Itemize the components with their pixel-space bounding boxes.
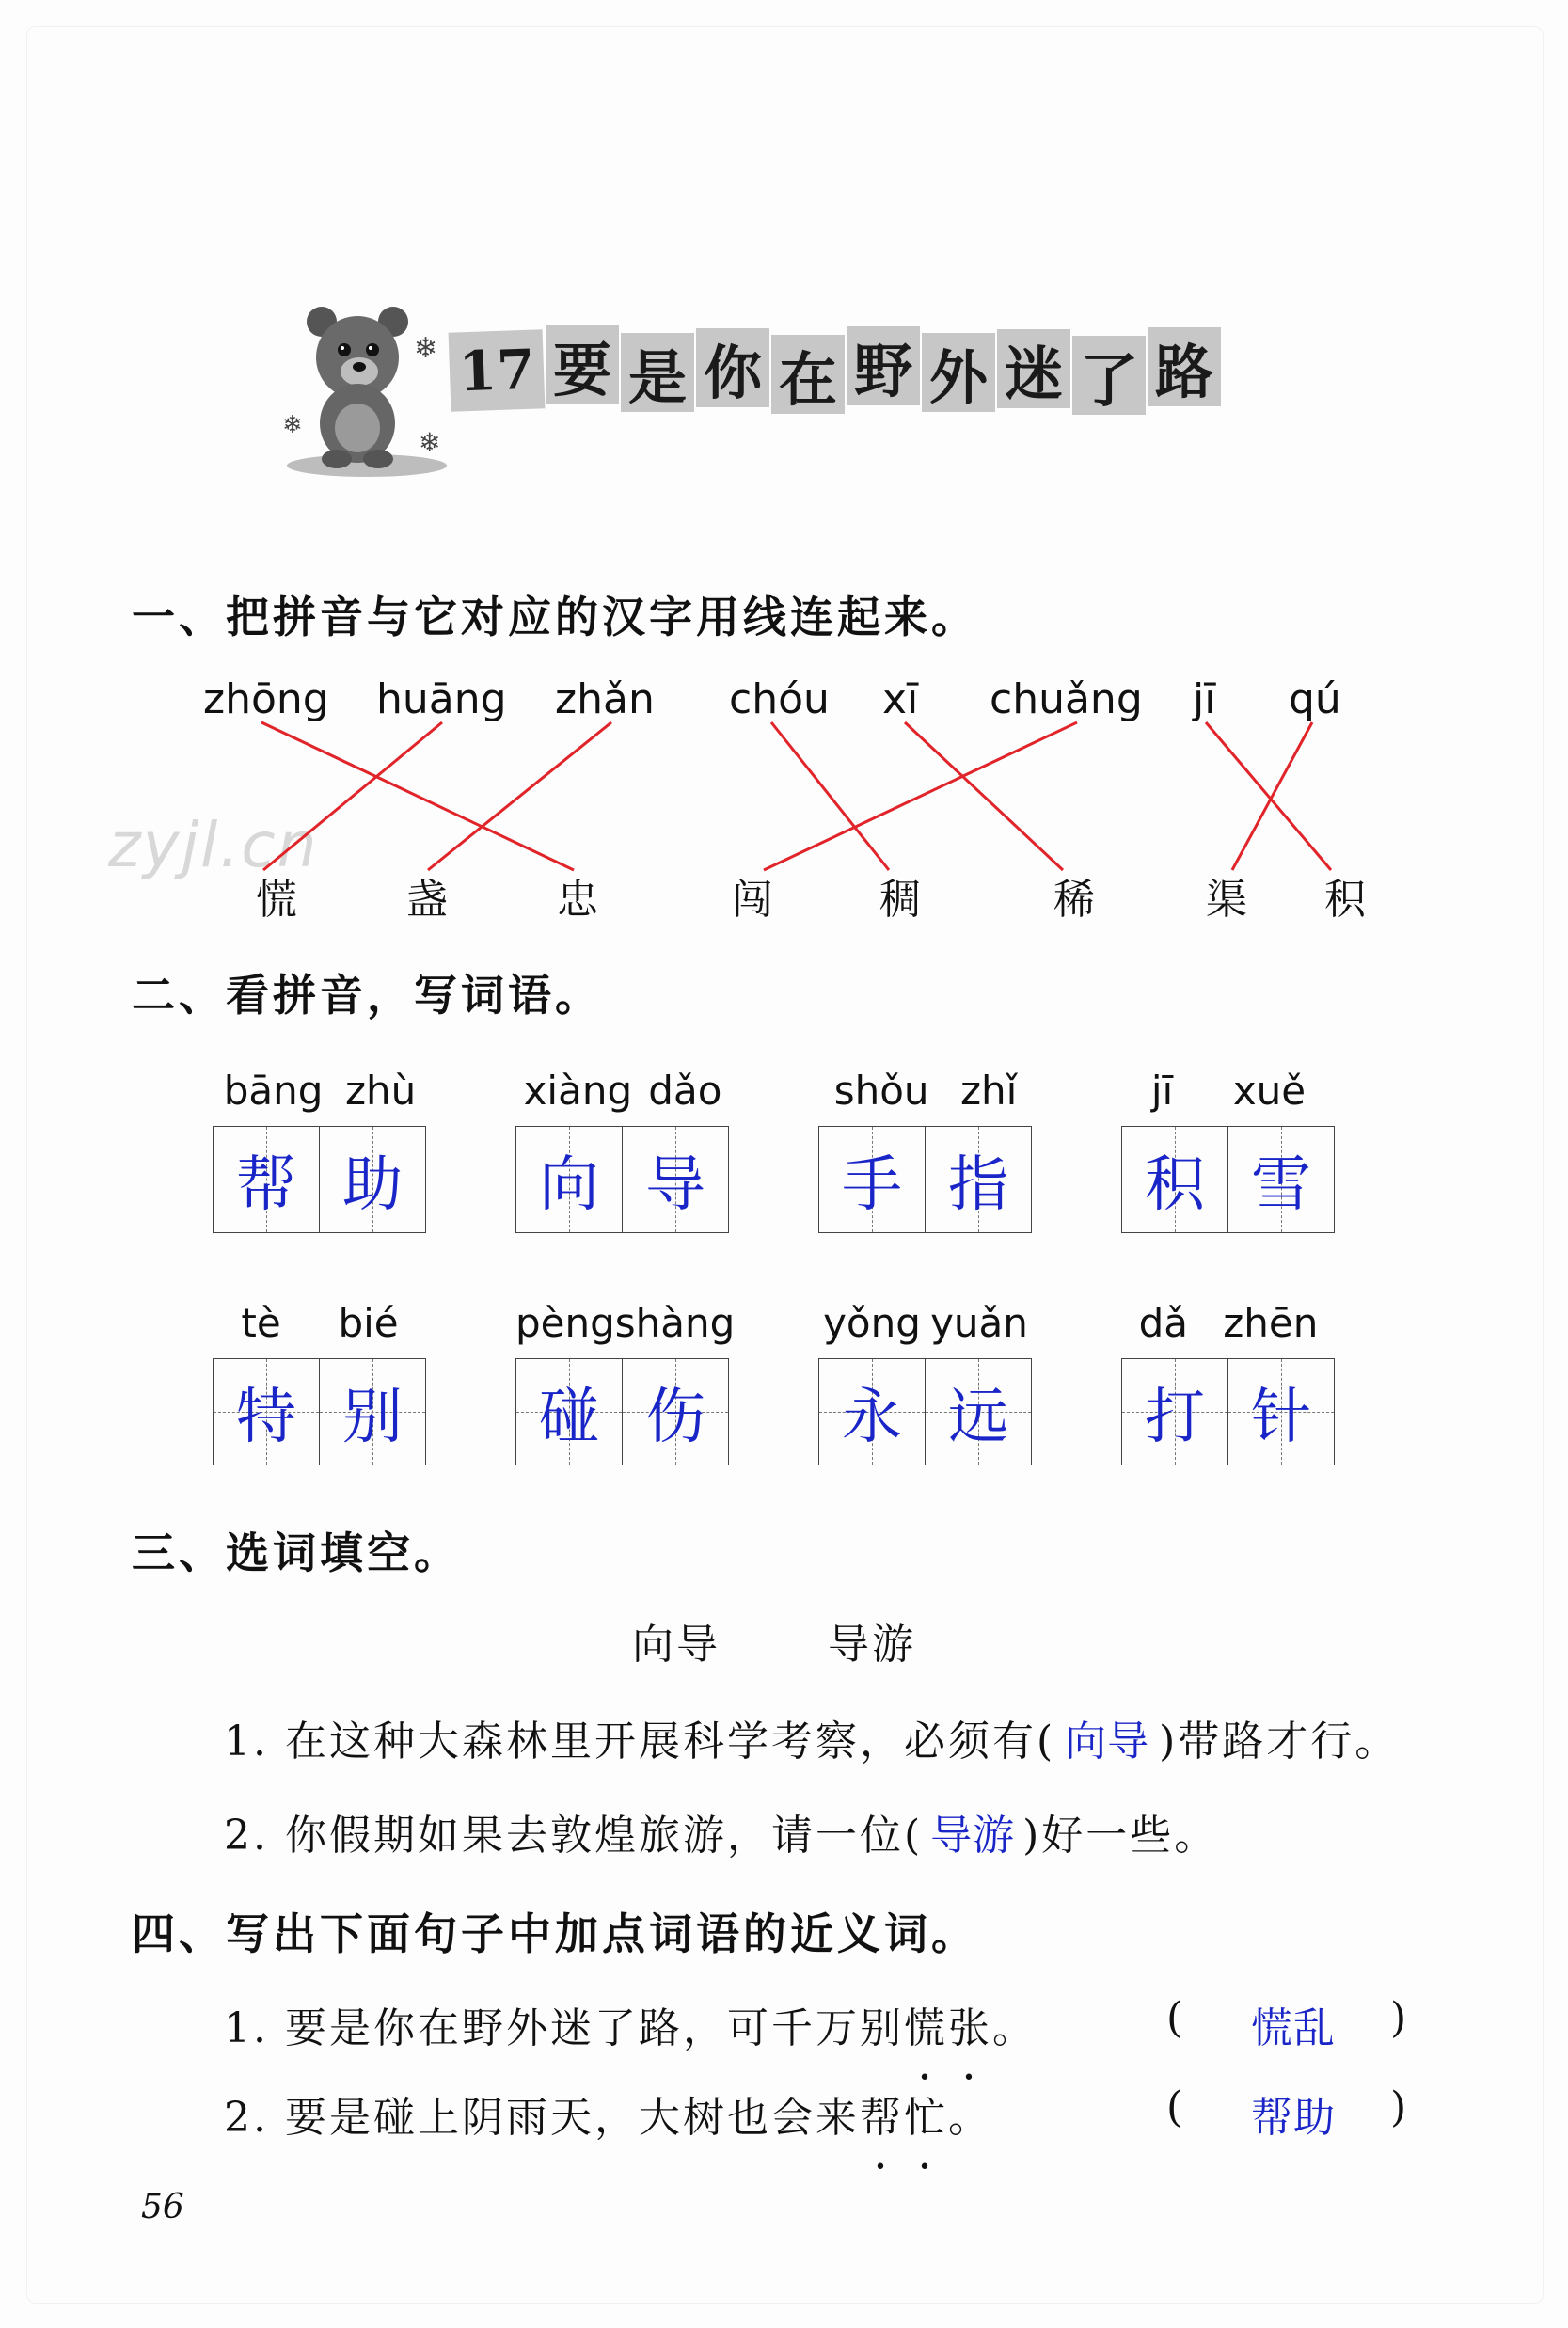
fill-answer[interactable]: 导游 [930, 1812, 1016, 1860]
title-char: 在 [771, 335, 845, 414]
grid-pinyin: pèng [515, 1300, 615, 1346]
answer-cell[interactable]: 永 [818, 1358, 926, 1465]
answer-cell[interactable]: 别 [319, 1358, 426, 1465]
pinyin-item: chuǎng [990, 675, 1143, 723]
pinyin-item: jī [1193, 675, 1216, 723]
grid-pinyin: xuě [1232, 1068, 1307, 1114]
grid-pinyin: zhēn [1223, 1300, 1319, 1346]
grid-pinyin: shǒu [833, 1068, 929, 1114]
hanzi-item: 渠 [1206, 876, 1247, 924]
hanzi-item: 稠 [879, 876, 921, 924]
answer-cell[interactable]: 碰 [515, 1358, 623, 1465]
grid-pinyin: zhù [344, 1068, 417, 1114]
answer-cell[interactable]: 针 [1227, 1358, 1335, 1465]
synonym-sentence-1: 1. 要是你在野外迷了路，可千万别慌张。 [224, 1994, 1037, 2054]
svg-text:❄: ❄ [419, 427, 441, 458]
answer-cell[interactable]: 积 [1121, 1126, 1228, 1233]
hanzi-item: 忠 [557, 876, 598, 924]
answer-cell[interactable]: 导 [622, 1126, 729, 1233]
grid-pinyin: zhǐ [959, 1068, 1018, 1114]
title-char: 是 [621, 333, 694, 412]
section4-heading: 四、写出下面句子中加点词语的近义词。 [132, 1908, 978, 1959]
title-char: 迷 [997, 329, 1070, 408]
grid-pinyin: bié [338, 1300, 399, 1346]
section3-heading: 三、选词填空。 [132, 1528, 461, 1578]
pinyin-item: zhǎn [555, 675, 655, 723]
answer-cell[interactable]: 特 [213, 1358, 320, 1465]
title-char: 外 [922, 333, 995, 412]
title-char: 要 [546, 325, 619, 404]
word-option: 导游 [828, 1621, 916, 1669]
grid-pinyin: dǎo [648, 1068, 722, 1114]
title-char: 你 [696, 328, 769, 407]
watermark: zyjl.cn [108, 809, 319, 881]
hanzi-item: 闯 [732, 876, 773, 924]
grid-pinyin: xiàng [523, 1068, 633, 1114]
grid-pinyin: jī [1150, 1068, 1174, 1114]
hanzi-item: 积 [1324, 876, 1366, 924]
dotted-char: 帮 [859, 2094, 904, 2142]
grid-pinyin: dǎ [1138, 1300, 1189, 1346]
hanzi-item: 盏 [406, 876, 448, 924]
paren-open: ( [1166, 2083, 1183, 2131]
match-line [428, 722, 611, 870]
title-number: 17 [449, 329, 546, 411]
dotted-char: 忙 [903, 2094, 948, 2142]
grid-pinyin: yǒng [823, 1300, 921, 1346]
dotted-char: 张 [947, 2004, 992, 2052]
section1-heading: 一、把拼音与它对应的汉字用线连起来。 [132, 592, 978, 642]
match-line [764, 722, 1077, 870]
word-option: 向导 [632, 1621, 721, 1669]
answer-cell[interactable]: 远 [925, 1358, 1032, 1465]
paren-close: ) [1390, 2083, 1407, 2131]
dotted-char: 慌 [903, 2004, 948, 2052]
fill-answer[interactable]: 向导 [1065, 1718, 1150, 1766]
hanzi-item: 稀 [1053, 876, 1095, 924]
grid-pinyin: yuǎn [930, 1300, 1028, 1346]
match-line [1232, 722, 1312, 870]
answer-cell[interactable]: 助 [319, 1126, 426, 1233]
pinyin-item: xī [882, 675, 919, 723]
answer-cell[interactable]: 指 [925, 1126, 1032, 1233]
answer-cell[interactable]: 帮 [213, 1126, 320, 1233]
pinyin-item: chóu [729, 675, 830, 723]
synonym-sentence-2: 2. 要是碰上阴雨天，大树也会来帮忙。 [224, 2083, 992, 2144]
match-line [905, 722, 1063, 870]
pinyin-item: huāng [376, 675, 507, 723]
title-char: 了 [1072, 336, 1146, 415]
matching-lines [0, 0, 1568, 941]
hanzi-item: 慌 [256, 876, 297, 924]
answer-cell[interactable]: 手 [818, 1126, 926, 1233]
synonym-answer[interactable]: 帮助 [1251, 2094, 1336, 2142]
paren-open: ( [1166, 1994, 1183, 2042]
paren-close: ) [1390, 1994, 1407, 2042]
answer-cell[interactable]: 打 [1121, 1358, 1228, 1465]
section2-heading: 二、看拼音，写词语。 [132, 970, 602, 1021]
grid-pinyin: tè [241, 1300, 281, 1346]
title-char: 路 [1148, 327, 1221, 406]
match-line [261, 722, 574, 870]
pinyin-item: zhōng [203, 675, 329, 723]
svg-text:❄: ❄ [414, 332, 438, 365]
match-line [1206, 722, 1331, 870]
svg-text:❄: ❄ [282, 411, 303, 439]
match-line [771, 722, 889, 870]
fill-sentence-1: 1. 在这种大森林里开展科学考察，必须有( 向导 )带路才行。 [224, 1718, 1400, 1766]
grid-pinyin: shàng [614, 1300, 736, 1346]
synonym-answer[interactable]: 慌乱 [1251, 2004, 1336, 2052]
answer-cell[interactable]: 伤 [622, 1358, 729, 1465]
page-number: 56 [141, 2188, 184, 2226]
grid-pinyin: bāng [223, 1068, 324, 1114]
title-char: 野 [847, 326, 920, 405]
answer-cell[interactable]: 向 [515, 1126, 623, 1233]
pinyin-item: qú [1289, 675, 1341, 723]
fill-sentence-2: 2. 你假期如果去敦煌旅游，请一位( 导游 )好一些。 [224, 1812, 1219, 1860]
answer-cell[interactable]: 雪 [1227, 1126, 1335, 1233]
